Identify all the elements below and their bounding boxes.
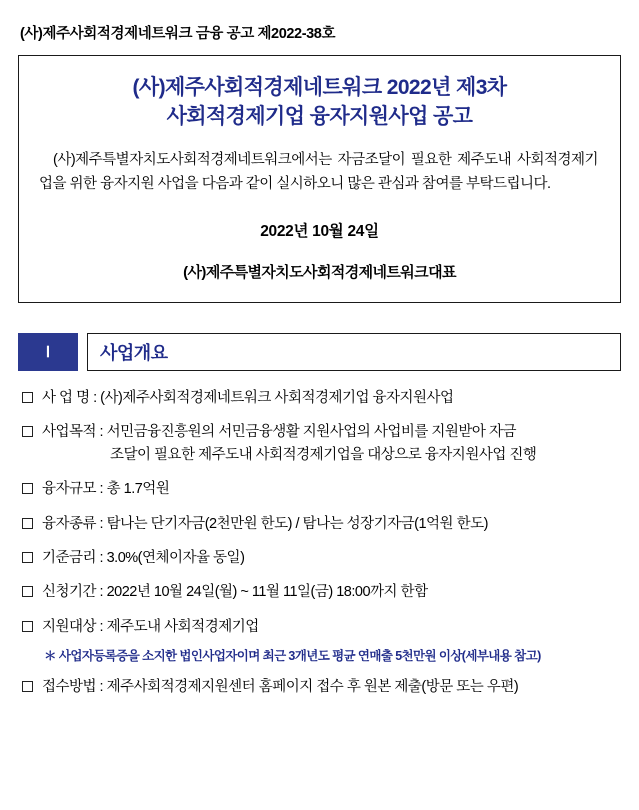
list-item-label-continued: 조달이 필요한 제주도내 사회적경제기업을 대상으로 융자지원사업 진행 [110,446,537,463]
asterisk-icon: ＊ [44,649,56,664]
checkbox-icon [22,681,33,692]
list-item [22,387,617,409]
list-item [22,513,617,535]
notice-signer: (사)제주특별자치도사회적경제네트워크대표 [183,263,456,281]
checkbox-icon [22,518,33,529]
overview-item-list [22,387,617,699]
list-item-label: 접수방법 : 제주사회적경제지원센터 홈페이지 접수 후 원본 제출(방문 또는 우편) [42,679,519,696]
list-item [22,581,617,603]
checkbox-icon [22,392,33,403]
notice-title-line-2: 사회적경제기업 융자지원사업 공고 [166,104,473,128]
list-item-label: 지원대상 : 제주도내 사회적경제기업 [42,618,259,635]
list-item [22,547,617,569]
document-number: (사)제주사회적경제네트워크 금융 공고 제2022-38호 [20,26,336,42]
section-header [18,333,621,371]
list-item-label: 융자종류 : 탐나는 단기자금(2천만원 한도) / 탐나는 성장기자금(1억원 한도) [42,515,488,532]
list-item-label: 신청기간 : 2022년 10월 24일(월) ~ 11월 11일(금) 18:00까지 한함 [42,584,428,601]
section-title-box [87,333,621,371]
checkbox-icon [22,586,33,597]
checkbox-icon [22,621,33,632]
list-item [22,478,617,500]
eligibility-note-text: 사업자등록증을 소지한 법인사업자이며 최근 3개년도 평균 연매출 5천만원 이상(세부내용 참고) [58,649,541,664]
checkbox-icon [22,552,33,563]
list-item-label: 융자규모 : 총 1.7억원 [42,481,170,498]
list-item-label: 사 업 명 : (사)제주사회적경제네트워크 사회적경제기업 융자지원사업 [42,389,454,406]
section-number: Ⅰ [18,333,78,371]
notice-body: (사)제주특별자치도사회적경제네트워크에서는 자금조달이 필요한 제주도내 사회적경제기업을 위한 융자지원 사업을 다음과 같이 실시하오니 많은 관심과 참여를 부탁드립니다. [39,151,598,193]
checkbox-icon [22,426,33,437]
eligibility-note [44,646,617,664]
notice-title-line-1: (사)제주사회적경제네트워크 2022년 제3차 [132,76,507,99]
notice-box [18,55,621,303]
checkbox-icon [22,483,33,494]
notice-date: 2022년 10월 24일 [260,222,379,240]
section-title: 사업개요 [100,342,168,363]
notice-title [35,74,604,132]
list-item-label: 사업목적 : 서민금융진흥원의 서민금융생활 지원사업의 사업비를 지원받아 자금 [42,424,516,441]
list-item [22,616,617,638]
list-item [22,421,617,466]
list-item-label: 기준금리 : 3.0%(연체이자율 동일) [42,550,245,566]
list-item [22,676,617,698]
